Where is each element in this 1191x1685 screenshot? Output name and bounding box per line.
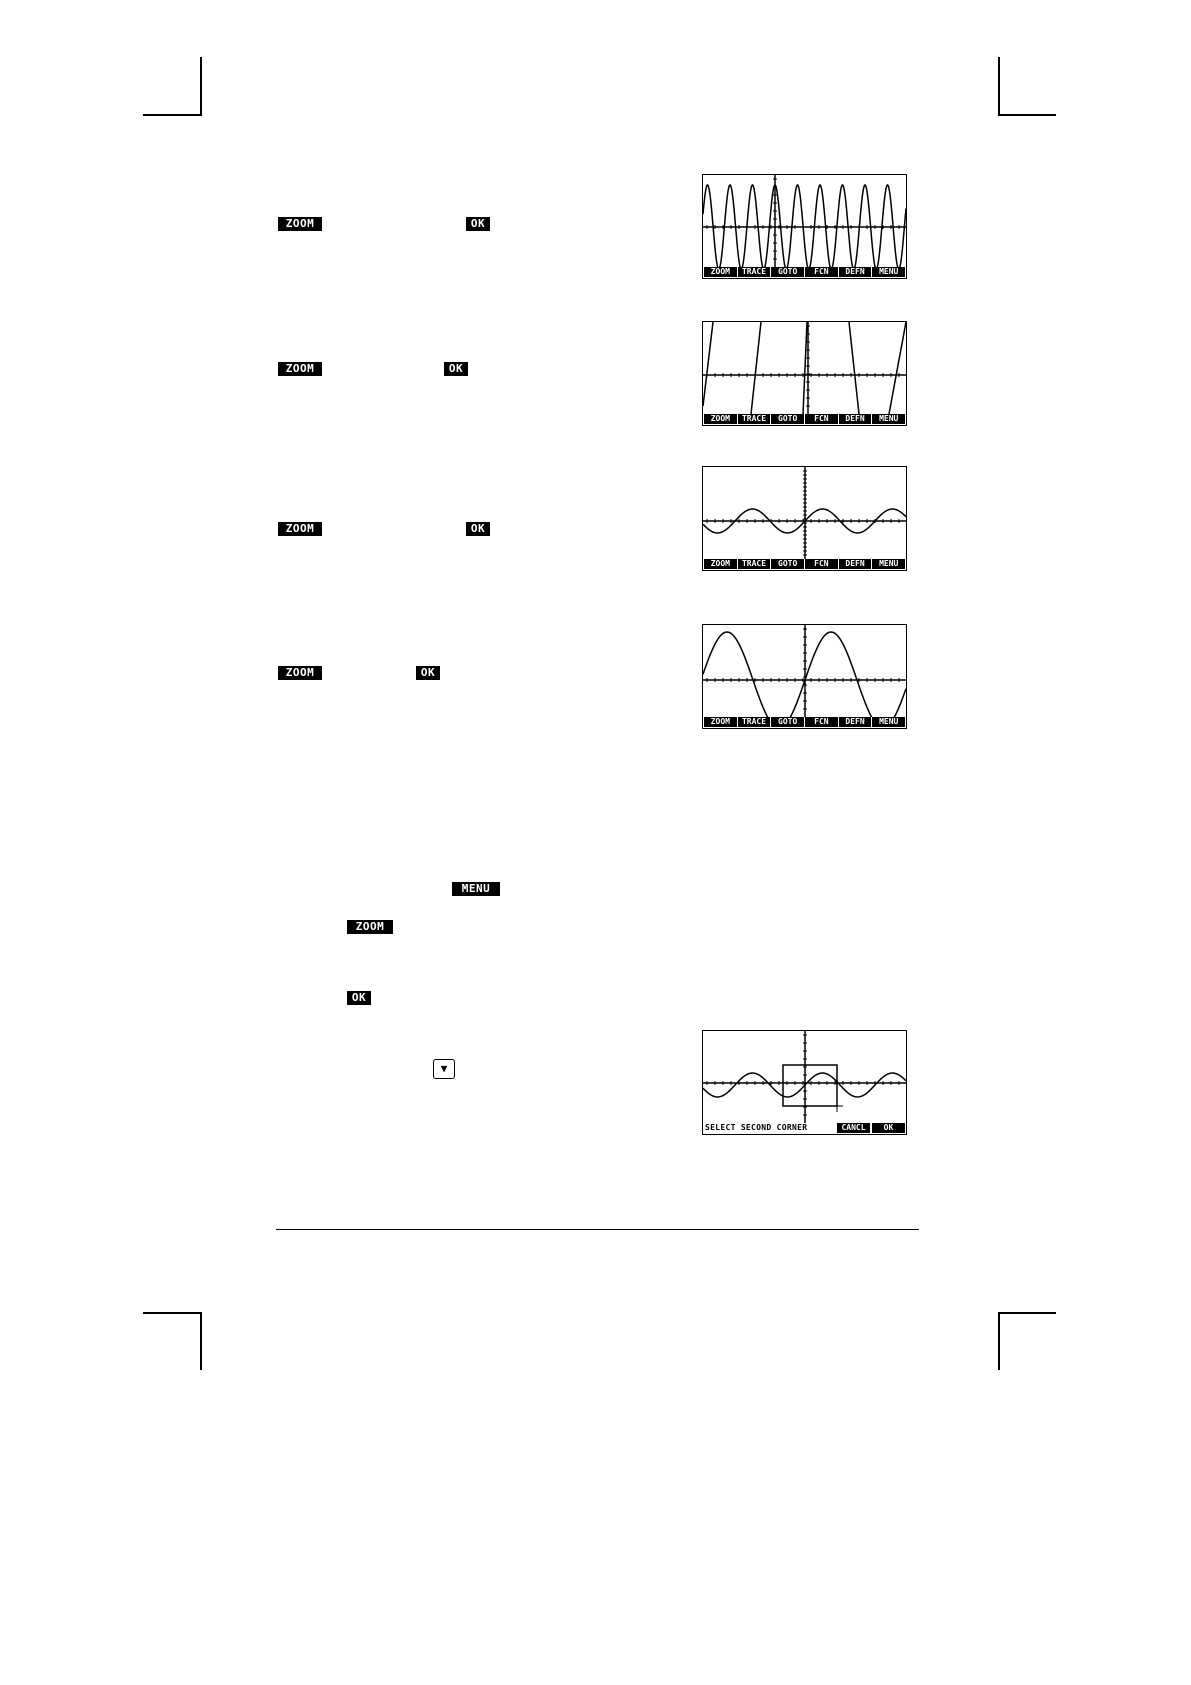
menu-key-defn[interactable]: DEFN [839, 559, 872, 569]
menu-key-fcn[interactable]: FCN [805, 717, 838, 727]
plot-area [703, 1031, 906, 1123]
crop-mark-bottom-right-v [998, 1312, 1000, 1370]
ok-softkey-label: OK [444, 362, 468, 376]
crop-mark-bottom-left-v [200, 1312, 202, 1370]
crop-mark-bottom-right-h [998, 1312, 1056, 1314]
crop-mark-top-right-v [998, 57, 1000, 115]
menu-key-trace[interactable]: TRACE [738, 267, 771, 277]
softkey-menu-bar [704, 414, 905, 424]
ok-softkey-label: OK [466, 217, 490, 231]
calculator-screen-5 [702, 1030, 907, 1135]
footer-rule [276, 1229, 919, 1230]
calculator-screen-3 [702, 466, 907, 571]
zoom-softkey-label: ZOOM [278, 666, 322, 680]
menu-key-trace[interactable]: TRACE [738, 717, 771, 727]
menu-key-cancel[interactable]: CANCL [837, 1123, 870, 1133]
menu-key-zoom[interactable]: ZOOM [704, 414, 737, 424]
zoom-softkey-label: ZOOM [278, 217, 322, 231]
menu-key-fcn[interactable]: FCN [805, 414, 838, 424]
menu-key-ok[interactable]: OK [872, 1123, 905, 1133]
menu-key-menu[interactable]: MENU [872, 267, 905, 277]
softkey-menu-bar [704, 717, 905, 727]
menu-key-defn[interactable]: DEFN [839, 717, 872, 727]
crop-mark-top-left-h [143, 114, 202, 116]
menu-key-defn[interactable]: DEFN [839, 267, 872, 277]
menu-key-zoom[interactable]: ZOOM [704, 559, 737, 569]
menu-key-defn[interactable]: DEFN [839, 414, 872, 424]
menu-key-fcn[interactable]: FCN [805, 267, 838, 277]
plot-area [703, 625, 906, 717]
calculator-screen-4 [702, 624, 907, 729]
plot-area [703, 322, 906, 414]
softkey-menu-bar [704, 559, 905, 569]
status-text: SELECT SECOND CORNER [705, 1123, 808, 1132]
menu-key-menu[interactable]: MENU [872, 559, 905, 569]
ok-softkey-label: OK [347, 991, 371, 1005]
function-curve [703, 322, 906, 414]
function-curve [703, 185, 906, 267]
zoom-softkey-label: ZOOM [278, 362, 322, 376]
status-row [705, 1123, 905, 1133]
menu-key-trace[interactable]: TRACE [738, 559, 771, 569]
menu-key-goto[interactable]: GOTO [771, 414, 804, 424]
zoom-softkey-label: ZOOM [347, 920, 393, 934]
crop-mark-bottom-left-h [143, 1312, 202, 1314]
menu-key-menu[interactable]: MENU [872, 717, 905, 727]
calculator-screen-1 [702, 174, 907, 279]
crop-mark-top-left-v [200, 57, 202, 115]
menu-key-trace[interactable]: TRACE [738, 414, 771, 424]
menu-key-zoom[interactable]: ZOOM [704, 267, 737, 277]
menu-key-fcn[interactable]: FCN [805, 559, 838, 569]
calculator-screen-2 [702, 321, 907, 426]
zoom-softkey-label: ZOOM [278, 522, 322, 536]
plot-area [703, 467, 906, 559]
menu-key-goto[interactable]: GOTO [771, 267, 804, 277]
menu-key-goto[interactable]: GOTO [771, 717, 804, 727]
crop-mark-top-right-h [998, 114, 1056, 116]
plot-area [703, 175, 906, 267]
ok-softkey-label: OK [466, 522, 490, 536]
softkey-menu-bar [704, 267, 905, 277]
ok-softkey-label: OK [416, 666, 440, 680]
menu-key-menu[interactable]: MENU [872, 414, 905, 424]
down-arrow-key-icon: ▼ [433, 1059, 455, 1079]
menu-key-goto[interactable]: GOTO [771, 559, 804, 569]
zoom-selection-box [783, 1065, 837, 1106]
menu-key-zoom[interactable]: ZOOM [704, 717, 737, 727]
menu-softkey-label: MENU [452, 882, 500, 896]
